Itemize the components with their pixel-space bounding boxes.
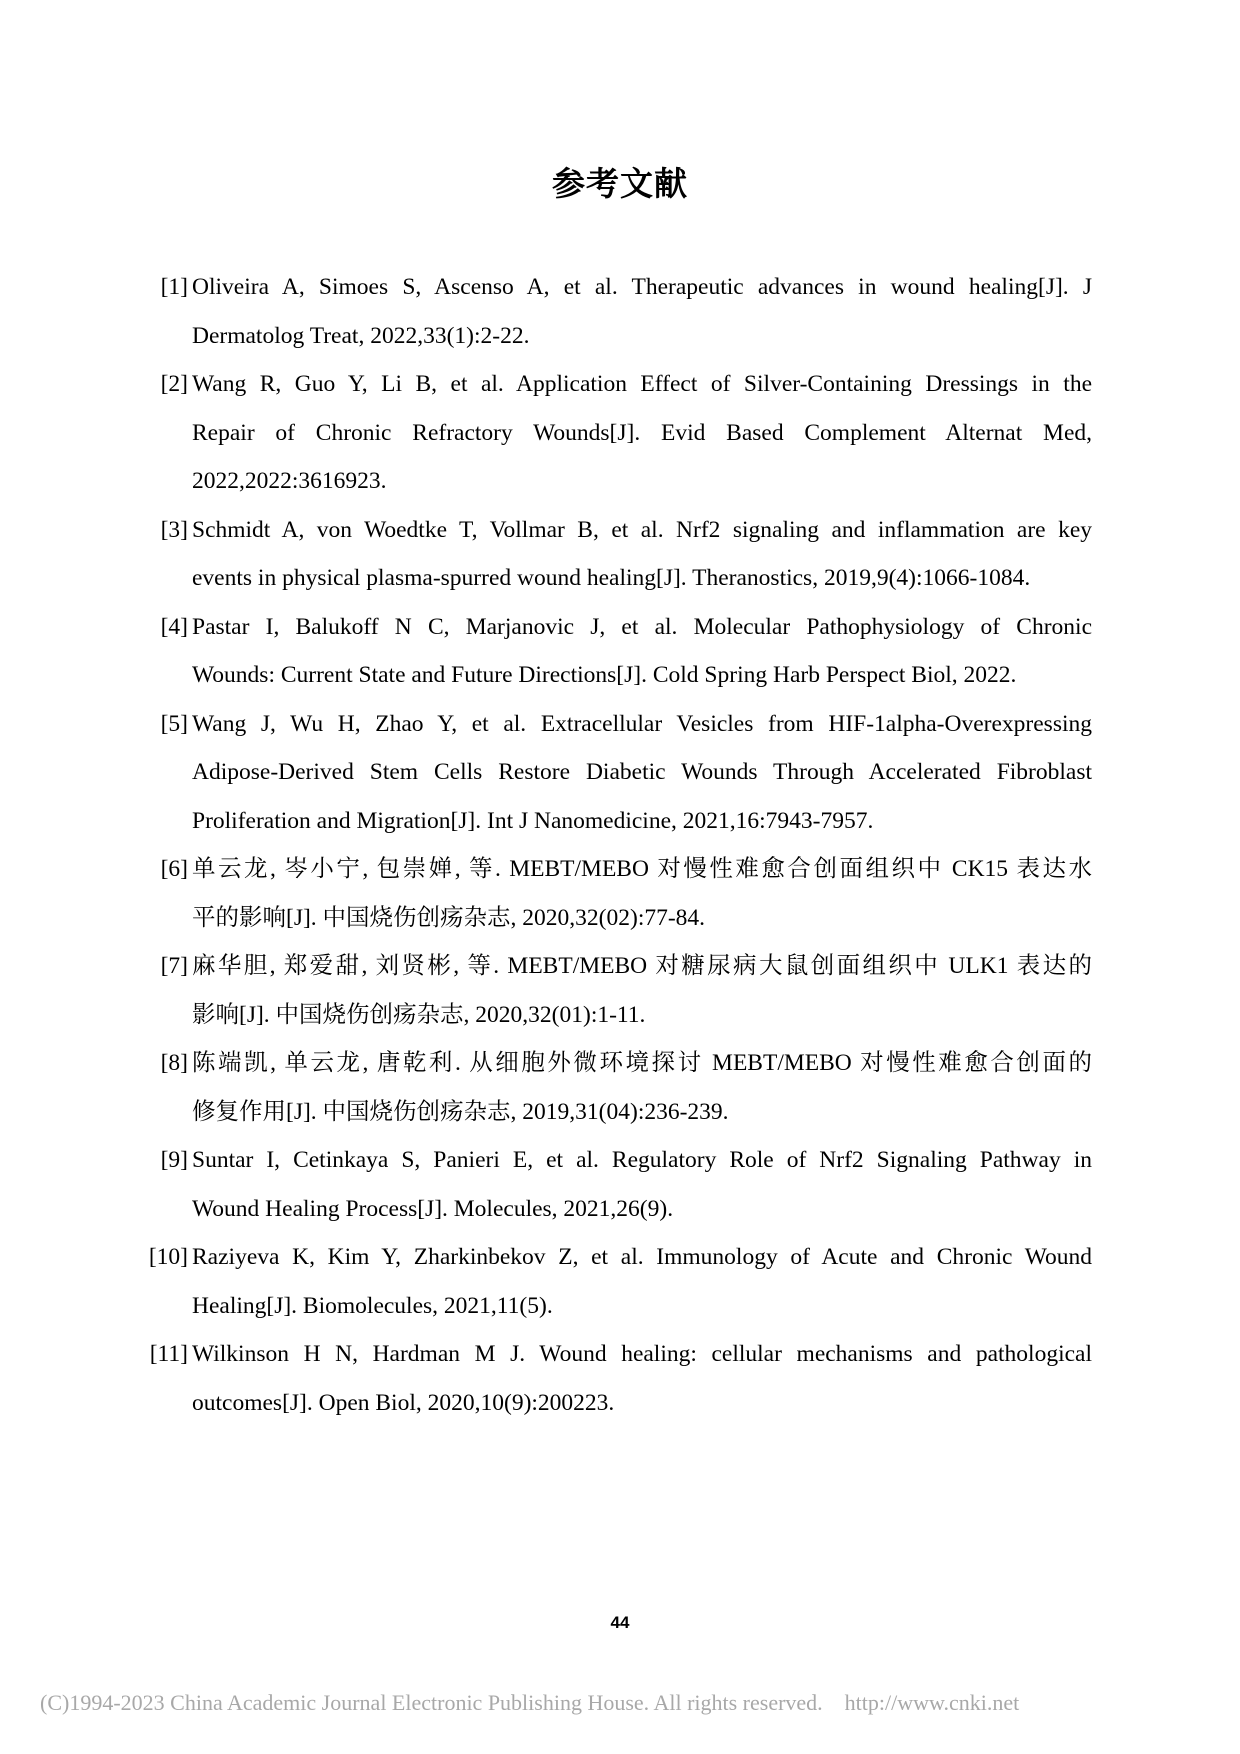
reference-text-line: Wang J, Wu H, Zhao Y, et al. Extracellular Vesicles from HIF-1alpha-Overexpressing bbox=[192, 710, 1092, 737]
reference-number: [1] bbox=[160, 274, 188, 300]
reference-text-line: 陈端凯, 单云龙, 唐乾利. 从细胞外微环境探讨 MEBT/MEBO 对慢性难愈合创面的 bbox=[192, 1050, 1092, 1076]
page-number: 44 bbox=[610, 1613, 630, 1632]
reference-text-line: 影响[J]. 中国烧伤创疡杂志, 2020,32(01):1-11. bbox=[192, 1001, 646, 1028]
reference-text-line: Suntar I, Cetinkaya S, Panieri E, et al. Regulatory Role of Nrf2 Signaling Pathway in bbox=[192, 1147, 1092, 1173]
reference-text-line: Repair of Chronic Refractory Wounds[J]. Evid Based Complement Alternat Med, bbox=[192, 419, 1092, 446]
reference-text-line: 单云龙, 岑小宁, 包崇婵, 等. MEBT/MEBO 对慢性难愈合创面组织中 CK15 表达水 bbox=[192, 856, 1092, 882]
reference-text-line: 平的影响[J]. 中国烧伤创疡杂志, 2020,32(02):77-84. bbox=[192, 904, 706, 931]
reference-text-line: Wounds: Current State and Future Directions[J]. Cold Spring Harb Perspect Biol, 2022. bbox=[192, 662, 1017, 688]
reference-number: [10] bbox=[148, 1244, 188, 1270]
reference-text-line: Dermatolog Treat, 2022,33(1):2-22. bbox=[192, 322, 530, 349]
reference-text-line: Healing[J]. Biomolecules, 2021,11(5). bbox=[192, 1292, 553, 1319]
reference-number: [6] bbox=[160, 856, 188, 882]
reference-number: [7] bbox=[160, 953, 188, 979]
reference-number: [4] bbox=[160, 613, 188, 640]
reference-text-line: Wound Healing Process[J]. Molecules, 2021,26(9). bbox=[192, 1195, 674, 1222]
reference-number: [9] bbox=[160, 1147, 188, 1173]
reference-number: [2] bbox=[160, 371, 188, 397]
reference-text-line: 修复作用[J]. 中国烧伤创疡杂志, 2019,31(04):236-239. bbox=[192, 1098, 729, 1125]
page-title: 参考文献 bbox=[552, 164, 688, 203]
reference-text-line: 麻华胆, 郑爱甜, 刘贤彬, 等. MEBT/MEBO 对糖尿病大鼠创面组织中 ULK1 表达的 bbox=[192, 953, 1092, 979]
reference-text-line: Pastar I, Balukoff N C, Marjanovic J, et al. Molecular Pathophysiology of Chronic bbox=[192, 613, 1092, 640]
reference-number: [3] bbox=[160, 516, 188, 543]
reference-text-line: Oliveira A, Simoes S, Ascenso A, et al. Therapeutic advances in wound healing[J]. J bbox=[192, 274, 1092, 300]
reference-text-line: Proliferation and Migration[J]. Int J Nanomedicine, 2021,16:7943-7957. bbox=[192, 807, 874, 834]
reference-number: [8] bbox=[160, 1050, 188, 1076]
reference-text-line: Adipose-Derived Stem Cells Restore Diabetic Wounds Through Accelerated Fibroblast bbox=[192, 759, 1092, 785]
reference-text-line: events in physical plasma-spurred wound healing[J]. Theranostics, 2019,9(4):1066-1084. bbox=[192, 565, 1031, 591]
reference-text-line: Schmidt A, von Woedtke T, Vollmar B, et al. Nrf2 signaling and inflammation are key bbox=[192, 516, 1092, 543]
reference-text-line: outcomes[J]. Open Biol, 2020,10(9):200223. bbox=[192, 1389, 615, 1416]
reference-text-line: Wilkinson H N, Hardman M J. Wound healing: cellular mechanisms and pathological bbox=[192, 1341, 1092, 1367]
reference-text-line: Raziyeva K, Kim Y, Zharkinbekov Z, et al. Immunology of Acute and Chronic Wound bbox=[192, 1244, 1092, 1270]
copyright-footer: (C)1994-2023 China Academic Journal Electronic Publishing House. All rights reserved. http://www.cnki.net bbox=[40, 1690, 1020, 1715]
reference-text-line: Wang R, Guo Y, Li B, et al. Application Effect of Silver-Containing Dressings in the bbox=[192, 371, 1092, 397]
reference-number: [5] bbox=[160, 710, 188, 737]
reference-number: [11] bbox=[149, 1341, 188, 1367]
reference-text-line: 2022,2022:3616923. bbox=[192, 468, 387, 494]
